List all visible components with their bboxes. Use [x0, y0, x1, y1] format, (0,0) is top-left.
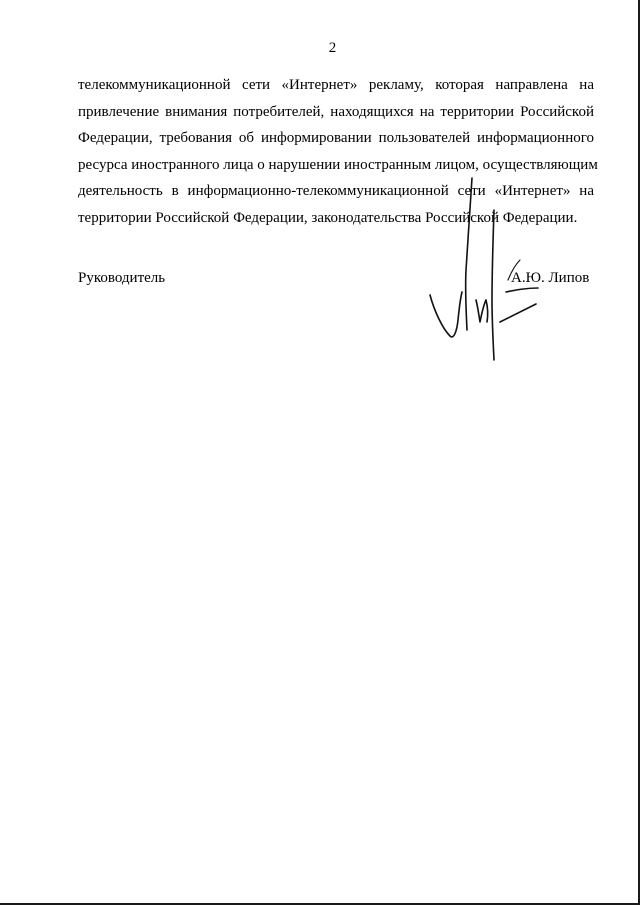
paragraph-line: деятельность в информационно-телекоммуникационной сети «Интернет» на	[78, 183, 594, 200]
paragraph-line: ресурса иностранного лица о нарушении иностранным лицом, осуществляющим	[78, 156, 598, 173]
handwritten-signature	[420, 170, 570, 370]
page-number: 2	[328, 40, 337, 56]
signatory-role: Руководитель	[78, 270, 166, 286]
paragraph-line: Федерации, требования об информировании пользователей информационного	[78, 130, 594, 147]
paragraph-line: территории Российской Федерации, законодательства Российской Федерации.	[78, 209, 578, 226]
paragraph-line: привлечение внимания потребителей, находящихся на территории Российской	[78, 103, 594, 120]
paragraph-line: телекоммуникационной сети «Интернет» рекламу, которая направлена на	[78, 77, 594, 93]
signatory-name: А.Ю. Липов	[511, 270, 590, 286]
